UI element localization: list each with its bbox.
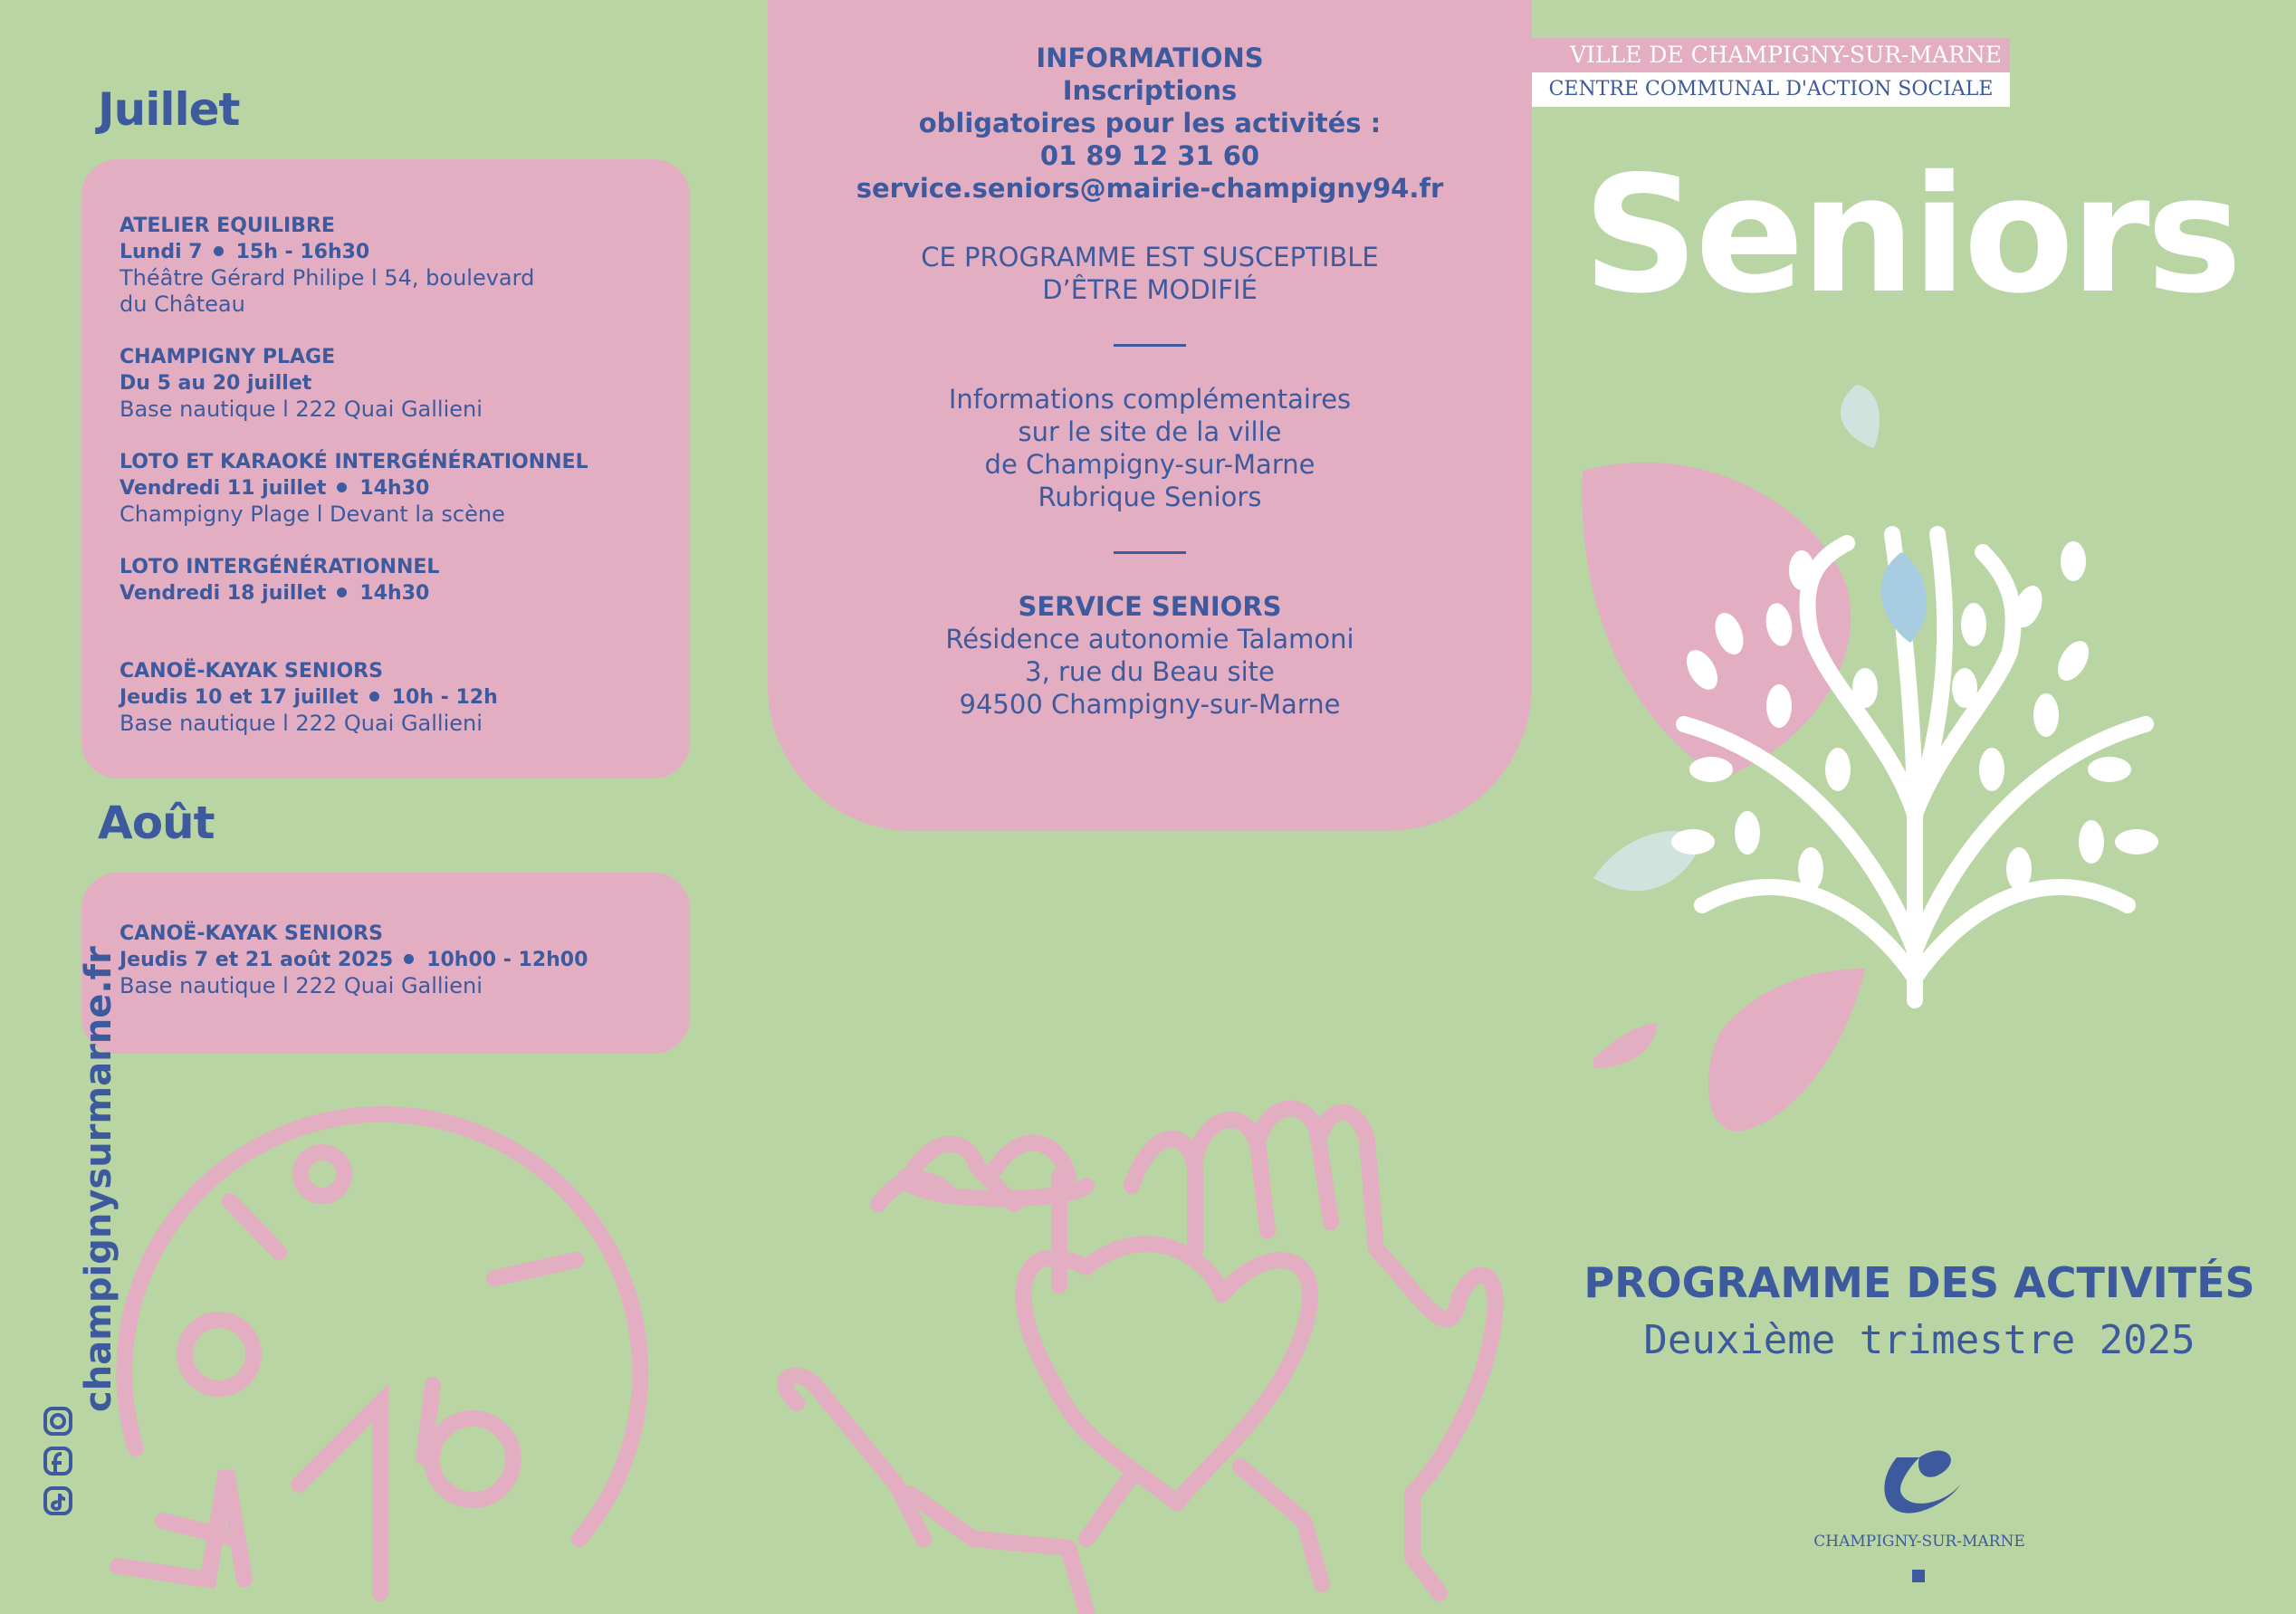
- event-place: Base nautique l 222 Quai Gallieni: [120, 973, 483, 998]
- event-title: CANOË-KAYAK SENIORS: [120, 922, 383, 945]
- city-logo-icon: [1884, 1451, 1960, 1582]
- divider: [1114, 551, 1186, 554]
- info-warning: D’ÊTRE MODIFIÉ: [1042, 274, 1258, 305]
- logo-label: CHAMPIGNY-SUR-MARNE: [1813, 1533, 2025, 1551]
- event-item: [120, 659, 652, 737]
- service-address: Résidence autonomie Talamoni: [945, 624, 1354, 654]
- info-phone[interactable]: 01 89 12 31 60: [1039, 140, 1260, 171]
- event-date: Vendredi 18 juillet 14h30: [120, 582, 430, 605]
- website-link[interactable]: champignysurmarne.fr: [78, 946, 120, 1412]
- tree-illustration: [1582, 385, 2158, 1132]
- event-place: Base nautique l 222 Quai Gallieni: [120, 396, 483, 422]
- service-address: 94500 Champigny-sur-Marne: [959, 689, 1341, 720]
- event-item: [120, 450, 652, 528]
- event-place: du Château: [120, 291, 245, 317]
- info-email[interactable]: service.seniors@mairie-champigny94.fr: [856, 173, 1444, 204]
- event-date: Jeudis 10 et 17 juillet 10h - 12h: [120, 686, 498, 709]
- bullet-icon: [404, 954, 414, 964]
- event-place: Base nautique l 222 Quai Gallieni: [120, 711, 483, 736]
- info-warning: CE PROGRAMME EST SUSCEPTIBLE: [921, 242, 1379, 272]
- event-item: [120, 922, 652, 999]
- event-date: Lundi 7 15h - 16h30: [120, 241, 370, 263]
- service-address: 3, rue du Beau site: [1025, 656, 1275, 687]
- month-title-aout: Août: [98, 797, 215, 849]
- event-title: CHAMPIGNY PLAGE: [120, 346, 336, 368]
- bullet-icon: [337, 587, 347, 597]
- spacer: [768, 205, 1532, 241]
- service-title: SERVICE SENIORS: [1018, 591, 1282, 622]
- social-icons: [45, 1409, 71, 1514]
- hands-heart-illustration: [785, 1109, 1495, 1611]
- event-place: Théâtre Gérard Philipe l 54, boulevard: [120, 265, 535, 291]
- month-title-juillet: Juillet: [98, 83, 240, 136]
- info-more: Informations complémentaires: [948, 384, 1352, 415]
- bullet-icon: [214, 246, 224, 256]
- event-item: [120, 555, 652, 606]
- event-date: Vendredi 11 juillet 14h30: [120, 477, 430, 500]
- juillet-card: [81, 159, 690, 778]
- bullet-icon: [369, 692, 379, 702]
- info-heading: INFORMATIONS: [1036, 43, 1264, 73]
- info-more: de Champigny-sur-Marne: [984, 449, 1315, 480]
- info-more: sur le site de la ville: [1018, 416, 1282, 447]
- event-title: ATELIER EQUILIBRE: [120, 215, 335, 237]
- event-title: LOTO INTERGÉNÉRATIONNEL: [120, 556, 440, 578]
- program-title: PROGRAMME DES ACTIVITÉS: [1583, 1258, 2255, 1307]
- event-place: Champigny Plage l Devant la scène: [120, 501, 505, 527]
- page-title: Seniors: [1583, 141, 2239, 329]
- divider: [1114, 344, 1186, 347]
- info-line: Inscriptions: [1062, 75, 1238, 106]
- event-item: [120, 214, 652, 318]
- instagram-icon: [45, 1409, 71, 1434]
- info-line: obligatoires pour les activités :: [918, 108, 1382, 138]
- event-date: Du 5 au 20 juillet: [120, 372, 312, 395]
- info-box: [768, 0, 1532, 831]
- clock-illustration: [118, 1114, 640, 1593]
- info-more: Rubrique Seniors: [1038, 482, 1262, 512]
- event-item: [120, 345, 652, 423]
- bullet-icon: [337, 482, 347, 492]
- aout-card: [81, 873, 690, 1054]
- event-title: LOTO ET KARAOKÉ INTERGÉNÉRATIONNEL: [120, 451, 588, 473]
- city-banner: VILLE DE CHAMPIGNY-SUR-MARNE: [1532, 38, 2010, 72]
- program-subtitle: Deuxième trimestre 2025: [1643, 1317, 2196, 1363]
- ccas-banner: CENTRE COMMUNAL D'ACTION SOCIALE: [1532, 72, 2010, 107]
- event-title: CANOË-KAYAK SENIORS: [120, 660, 383, 683]
- event-date: Jeudis 7 et 21 août 2025 10h00 - 12h00: [120, 949, 588, 971]
